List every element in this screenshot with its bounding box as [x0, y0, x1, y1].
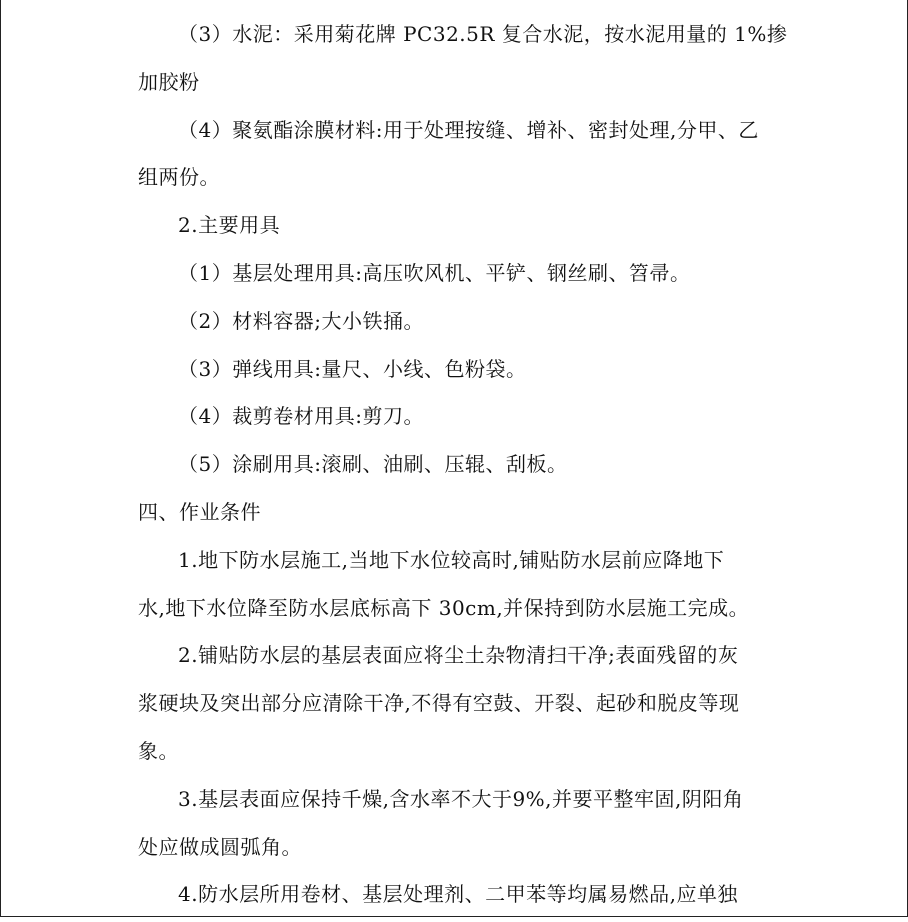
- text-line: （4）聚氨酯涂膜材料:用于处理按缝、增补、密封处理,分甲、乙: [178, 117, 759, 142]
- text-line: 加胶粉: [138, 69, 200, 94]
- text-line: 2.铺贴防水层的基层表面应将尘土杂物清扫干净;表面残留的灰: [178, 643, 739, 668]
- text-line: 象。: [138, 738, 179, 763]
- text-line: （4）裁剪卷材用具:剪刀。: [178, 404, 424, 429]
- text-line: 水,地下水位降至防水层底标高下 30cm,并保持到防水层施工完成。: [138, 595, 750, 620]
- text-line: 4.防水层所用卷材、基层处理剂、二甲苯等均属易燃品,应单独: [178, 882, 738, 907]
- text-line: （3）水泥：采用菊花牌 PC32.5R 复合水泥，按水泥用量的 1%掺: [178, 22, 788, 46]
- text-line: 处应做成圆弧角。: [138, 834, 302, 859]
- text-line: （3）弹线用具:量尺、小线、色粉袋。: [178, 356, 527, 381]
- section-heading: 四、作业条件: [138, 499, 261, 524]
- text-line: （1）基层处理用具:高压吹风机、平铲、钢丝刷、笤帚。: [178, 260, 691, 285]
- text-line: 1.地下防水层施工,当地下水位较高时,铺贴防水层前应降地下: [178, 547, 725, 572]
- text-line: （5）涂刷用具:滚刷、油刷、压辊、刮板。: [178, 452, 568, 477]
- document-body: [138, 14, 788, 922]
- text-line: 浆硬块及突出部分应清除干净,不得有空鼓、开裂、起砂和脱皮等现: [138, 691, 740, 716]
- section-heading: 2.主要用具: [178, 213, 281, 238]
- text-line: 组两份。: [138, 165, 220, 190]
- text-line: （2）材料容器;大小铁捅。: [178, 308, 424, 333]
- text-line: 3.基层表面应保持千燥,含水率不大于9%,并要平整牢固,阴阳角: [178, 786, 744, 811]
